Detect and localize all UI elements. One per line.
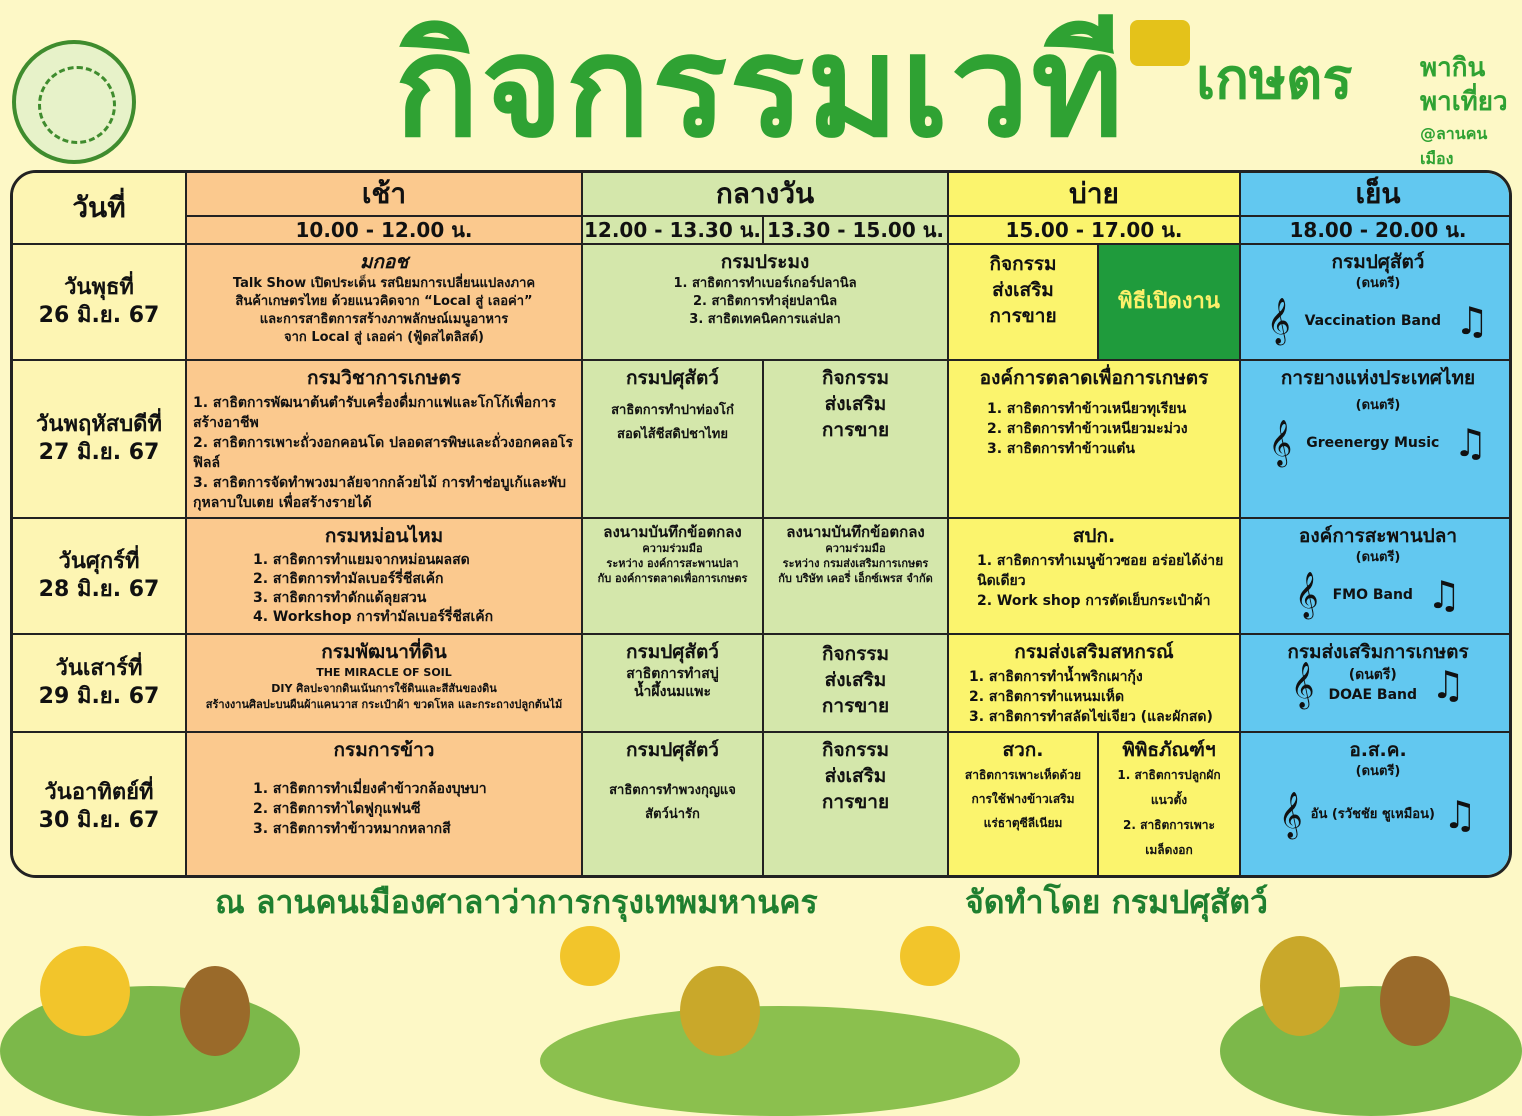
- day-column-header: วันที่: [13, 173, 187, 245]
- noon-cell-2: กิจกรรม ส่งเสริม การขาย: [764, 361, 949, 519]
- noon-cell-1: ลงนามบันทึกข้อตกลง ความร่วมมือ ระหว่าง องค์การสะพานปลา กับ องค์การตลาดเพื่อการเกษตร: [583, 519, 764, 635]
- sunflower-decoration: [900, 926, 960, 986]
- evening-cell: กรมส่งเสริมการเกษตร 𝄞 (ดนตรี) DOAE Band ♫: [1241, 635, 1512, 733]
- noon-cell-2: กิจกรรม ส่งเสริม การขาย: [764, 635, 949, 733]
- treble-clef-icon: 𝄞: [1266, 298, 1291, 344]
- treble-clef-icon: 𝄞: [1268, 420, 1293, 466]
- watering-can-icon: [1130, 20, 1190, 66]
- treble-clef-icon: 𝄞: [1290, 662, 1315, 708]
- time-morning: 10.00 - 12.00 น.: [187, 217, 583, 245]
- durian-decoration: [680, 966, 760, 1056]
- afternoon-cell: องค์การตลาดเพื่อการเกษตร 1. สาธิตการทำข้าวเหนียวทุเรียน 2. สาธิตการทำข้าวเหนียวมะม่วง 3. สาธิตการทำข้าวแต๋น: [949, 361, 1241, 519]
- logo-main-text: เกษตร: [1196, 47, 1353, 112]
- music-note-icon: ♫: [1431, 663, 1466, 707]
- evening-cell: อ.ส.ค. (ดนตรี) 𝄞 อัน (รวัชชัย ชูเหมือน) ♫: [1241, 733, 1512, 878]
- noon-cell-1: กรมปศุสัตว์ สาธิตการทำปาท่องโก๋ สอดไส้ชีสดิปชาไทย: [583, 361, 764, 519]
- footer-organizer: จัดทำโดย กรมปศุสัตว์: [965, 883, 1269, 921]
- music-note-icon: ♫: [1442, 793, 1477, 837]
- day-cell: วันเสาร์ที่ 29 มิ.ย. 67: [13, 635, 187, 733]
- time-evening: 18.00 - 20.00 น.: [1241, 217, 1512, 245]
- page-title: กิจกรรมเวที: [394, 6, 1126, 169]
- band-line: 𝄞 Vaccination Band ♫: [1266, 298, 1490, 344]
- farmer-decoration: [180, 966, 250, 1056]
- sunflower-decoration: [40, 946, 130, 1036]
- footer-location: ณ ลานคนเมืองศาลาว่าการกรุงเทพมหานคร: [215, 883, 818, 921]
- afternoon-cell-2: พิพิธภัณฑ์ฯ 1. สาธิตการปลูกผัก แนวตั้ง 2. สาธิตการเพาะ เมล็ดงอก: [1099, 733, 1241, 878]
- day-cell: วันพุธที่ 26 มิ.ย. 67: [13, 245, 187, 361]
- day-cell: วันพฤหัสบดีที่ 27 มิ.ย. 67: [13, 361, 187, 519]
- music-note-icon: ♫: [1453, 421, 1488, 465]
- brand-logo: [1130, 10, 1515, 168]
- period-noon: กลางวัน: [583, 173, 949, 217]
- day-cell: วันศุกร์ที่ 28 มิ.ย. 67: [13, 519, 187, 635]
- opening-ceremony-cell: พิธีเปิดงาน: [1099, 245, 1241, 361]
- afternoon-cell: กิจกรรม ส่งเสริม การขาย: [949, 245, 1099, 361]
- day-cell: วันอาทิตย์ที่ 30 มิ.ย. 67: [13, 733, 187, 878]
- afternoon-cell: สปก. 1. สาธิตการทำเมนูข้าวซอย อร่อยได้ง่ายนิดเดียว 2. Work shop การตัดเย็บกระเป๋าผ้า: [949, 519, 1241, 635]
- band-line: 𝄞 FMO Band ♫: [1294, 572, 1462, 618]
- evening-cell: กรมปศุสัตว์ (ดนตรี) 𝄞 Vaccination Band ♫: [1241, 245, 1512, 361]
- afternoon-cell: กรมส่งเสริมสหกรณ์ 1. สาธิตการทำน้ำพริกเผากุ้ง 2. สาธิตการทำแหนมเห็ด 3. สาธิตการทำสลัดไข่เจียว (และผักสด): [949, 635, 1241, 733]
- ministry-seal-icon: [12, 40, 136, 164]
- logo-line3: @ลานคนเมือง: [1420, 124, 1488, 168]
- noon-cell: กรมประมง 1. สาธิตการทำเบอร์เกอร์ปลานิล 2. สาธิตการทำลุ่ยปลานิล 3. สาธิตเทคนิคการแล่ปลา: [583, 245, 949, 361]
- period-morning: เช้า: [187, 173, 583, 217]
- noon-cell-1: กรมปศุสัตว์ สาธิตการทำสบู่ น้ำผึ้งนมแพะ: [583, 635, 764, 733]
- band-line: 𝄞 Greenergy Music ♫: [1268, 420, 1488, 466]
- morning-cell: มกอช Talk Show เปิดประเด็น รสนิยมการเปลี่ยนแปลงภาค สินค้าเกษตรไทย ด้วยแนวคิดจาก “Local สู่ เลอค่า” และการสาธิตการสร้างภาพลักษณ์เมนูอาหาร จาก Local สู่ เลอค่า (ฟู้ดสไตลิสต์): [187, 245, 583, 361]
- morning-cell: กรมหม่อนไหม 1. สาธิตการทำแยมจากหม่อนผลสด 2. สาธิตการทำมัลเบอร์รี่ชีสเค้ก 3. สาธิตการทำดักแด้ลุยสวน 4. Workshop การทำมัลเบอร์รี่ชีสเค้ก: [187, 519, 583, 635]
- time-noon-1: 12.00 - 13.30 น.: [583, 217, 764, 245]
- noon-cell-2: ลงนามบันทึกข้อตกลง ความร่วมมือ ระหว่าง กรมส่งเสริมการเกษตร กับ บริษัท เคอรี่ เอ็กซ์เพรส จำกัด: [764, 519, 949, 635]
- morning-cell: กรมพัฒนาที่ดิน THE MIRACLE OF SOIL DIY ศิลปะจากดินเน้นการใช้ดินและสีสันของดิน สร้างงานศิลปะบนผืนผ้าแคนวาส กระเป๋าผ้า ขวดโหล และกระถางปลูกต้นไม้: [187, 635, 583, 733]
- evening-cell: การยางแห่งประเทศไทย (ดนตรี) 𝄞 Greenergy Music ♫: [1241, 361, 1512, 519]
- period-afternoon: บ่าย: [949, 173, 1241, 217]
- treble-clef-icon: 𝄞: [1279, 792, 1303, 838]
- band-line: 𝄞 อัน (รวัชชัย ชูเหมือน) ♫: [1279, 792, 1477, 838]
- morning-cell: กรมวิชาการเกษตร 1. สาธิตการพัฒนาต้นตำรับเครื่องดื่มกาแฟและโกโก้เพื่อการสร้างอาชีพ 2. สาธิตการเพาะถั่วงอกคอนโด ปลอดสารพิษและถั่วงอกคลอโรฟิลล์ 3. สาธิตการจัดทำพวงมาลัยจากกล้วยไม้ การทำช่อบูเก้และพับกุหลาบใบเตย เพื่อสร้างรายได้: [187, 361, 583, 519]
- center-foliage-decoration: [540, 1006, 1020, 1116]
- logo-line1: พากิน: [1420, 53, 1486, 83]
- time-noon-2: 13.30 - 15.00 น.: [764, 217, 949, 245]
- treble-clef-icon: 𝄞: [1294, 572, 1319, 618]
- morning-cell: กรมการข้าว 1. สาธิตการทำเมี่ยงคำข้าวกล้องบุษบา 2. สาธิตการทำไดฟูกุแฟนซี 3. สาธิตการทำข้าวหมากหลากสี: [187, 733, 583, 878]
- durian-decoration: [1260, 936, 1340, 1036]
- logo-line2: พาเที่ยว: [1420, 87, 1508, 117]
- schedule-table: [10, 170, 1512, 878]
- time-afternoon: 15.00 - 17.00 น.: [949, 217, 1241, 245]
- noon-cell-2: กิจกรรม ส่งเสริม การขาย: [764, 733, 949, 878]
- noon-cell-1: กรมปศุสัตว์ สาธิตการทำพวงกุญแจ สัตว์น่ารัก: [583, 733, 764, 878]
- band-line: 𝄞 (ดนตรี) DOAE Band ♫: [1290, 662, 1466, 708]
- farmer-decoration: [1380, 956, 1450, 1046]
- sunflower-decoration: [560, 926, 620, 986]
- evening-cell: องค์การสะพานปลา (ดนตรี) 𝄞 FMO Band ♫: [1241, 519, 1512, 635]
- period-evening: เย็น: [1241, 173, 1512, 217]
- afternoon-cell-1: สวก. สาธิตการเพาะเห็ดด้วย การใช้ฟางข้าวเสริม แร่ธาตุซีลีเนียม: [949, 733, 1099, 878]
- music-note-icon: ♫: [1454, 299, 1490, 343]
- music-note-icon: ♫: [1426, 573, 1462, 617]
